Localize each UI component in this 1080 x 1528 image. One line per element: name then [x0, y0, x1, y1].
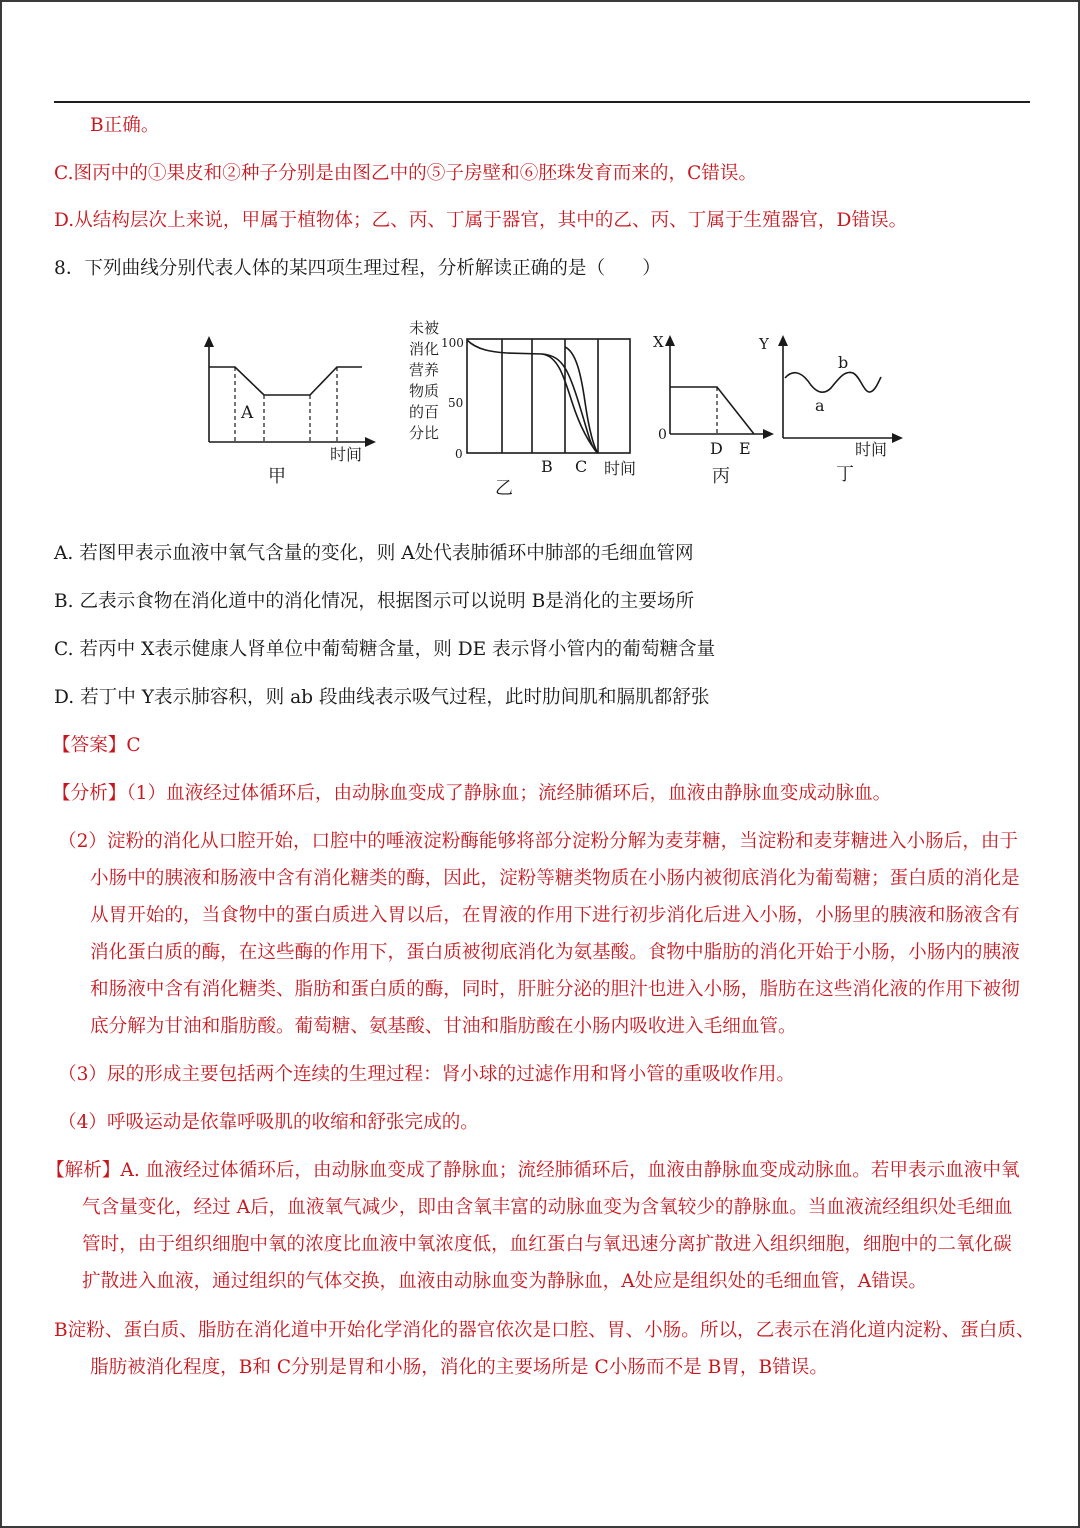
- jia-caption: 甲: [268, 466, 286, 487]
- bing-y-label: X: [653, 333, 664, 351]
- yi-y-title-line: 消化: [409, 340, 440, 358]
- explanation-a-line: [46, 1159, 1020, 1183]
- ding-y-arrow: [778, 335, 788, 346]
- jia-y-arrow: [204, 336, 214, 347]
- yi-label-b: B: [541, 457, 553, 476]
- analysis-p2-line: 底分解为甘油和脂肪酸。葡萄糖、氨基酸、甘油和脂肪酸在小肠内吸收进入毛细血管。: [90, 1016, 797, 1037]
- answer-line: [52, 734, 141, 758]
- analysis-p2-line: 消化蛋白质的酶，在这些酶的作用下，蛋白质被彻底消化为氨基酸。食物中脂肪的消化开始于小肠，小肠内的胰液: [90, 942, 1020, 963]
- explanation-a-line: 气含量变化，经过 A后，血液氧气减少，即由含氧丰富的动脉血变为含氧较少的静脉血。当血液流经组织处毛细血: [82, 1197, 1013, 1218]
- option-d: D. 若丁中 Y表示肺容积，则 ab 段曲线表示吸气过程，此时肋间肌和膈肌都舒张: [54, 687, 710, 708]
- ding-x-arrow: [892, 433, 903, 443]
- yi-y-title-line: 分比: [409, 424, 440, 442]
- ding-y-label: Y: [759, 335, 769, 353]
- analysis-p3: （3）尿的形成主要包括两个连续的生理过程：肾小球的过滤作用和肾小管的重吸收作用。: [58, 1064, 795, 1085]
- bing-label-e: E: [739, 439, 751, 458]
- analysis-p1-text: （1）血液经过体循环后，由动脉血变成了静脉血；流经肺循环后，血液由静脉血变成动脉血。: [126, 783, 892, 804]
- figure-yi: [409, 319, 636, 499]
- explanation-a-line: 管时，由于组织细胞中氧的浓度比血液中氧浓度低，血红蛋白与氧迅速分离扩散进入组织细胞，细胞中的二氧化碳: [82, 1234, 1012, 1255]
- bing-caption: 丙: [712, 466, 730, 487]
- explanation-label: 【解析】: [46, 1160, 121, 1181]
- analysis-p2-line: （2）淀粉的消化从口腔开始，口腔中的唾液淀粉酶能够将部分淀粉分解为麦芽糖，当淀粉和麦芽糖进入小肠后，由于: [58, 831, 1019, 852]
- yi-y-title-line: 的百: [409, 403, 440, 421]
- header-rule: [54, 101, 1030, 103]
- yi-y-title-line: 物质: [409, 382, 440, 400]
- analysis-p1: [52, 782, 891, 806]
- yi-tick-100: 100: [441, 336, 464, 350]
- bing-label-d: D: [710, 439, 723, 458]
- explanation-b-line: 脂肪被消化程度，B和 C分别是胃和小肠，消化的主要场所是 C小肠而不是 B胃，B错误。: [90, 1357, 828, 1378]
- option-b: B. 乙表示食物在消化道中的消化情况，根据图示可以说明 B是消化的主要场所: [54, 591, 695, 612]
- jia-x-label: 时间: [330, 445, 363, 464]
- bing-x-arrow: [763, 429, 774, 439]
- yi-tick-0: 0: [455, 447, 463, 461]
- ding-caption: 丁: [836, 464, 854, 485]
- figure-ding: [758, 335, 903, 485]
- figure-jia: [204, 336, 376, 487]
- prev-answer-b-line: B正确。: [90, 115, 160, 136]
- prev-answer-d-line: D.从结构层次上来说，甲属于植物体；乙、丙、丁属于器官，其中的乙、丙、丁属于生殖器官，D错误。: [54, 210, 908, 231]
- option-a: A. 若图甲表示血液中氧气含量的变化，则 A处代表肺循环中肺部的毛细血管网: [54, 543, 694, 564]
- explanation-a-first: A. 血液经过体循环后，由动脉血变成了静脉血；流经肺循环后，血液由静脉血变成动脉血。若甲表示血液中氧: [120, 1160, 1020, 1181]
- yi-curve-3: [565, 347, 598, 453]
- prev-answer-c-line: C.图丙中的①果皮和②种子分别是由图乙中的⑤子房壁和⑥胚珠发育而来的，C错误。: [54, 163, 758, 184]
- jia-label-a: A: [241, 403, 254, 423]
- answer-label: 【答案】: [52, 735, 127, 756]
- yi-y-title-line: 未被: [409, 319, 440, 337]
- analysis-label: 【分析】: [52, 783, 127, 804]
- question-figures: [2, 302, 1080, 507]
- yi-y-title-line: 营养: [409, 361, 440, 379]
- option-c: C. 若丙中 X表示健康人肾单位中葡萄糖含量，则 DE 表示肾小管内的葡萄糖含量: [54, 639, 716, 660]
- ding-x-label: 时间: [855, 440, 888, 459]
- answer-value: C: [126, 735, 141, 756]
- yi-label-c: C: [575, 457, 588, 476]
- explanation-b-line: B淀粉、蛋白质、脂肪在消化道中开始化学消化的器官依次是口腔、胃、小肠。所以，乙表示在消化道内淀粉、蛋白质、: [54, 1320, 1035, 1341]
- yi-x-label: 时间: [604, 459, 637, 478]
- analysis-p2-line: 从胃开始的，当食物中的蛋白质进入胃以后，在胃液的作用下进行初步消化后进入小肠，小肠里的胰液和肠液含有: [90, 905, 1020, 926]
- ding-label-b: b: [838, 353, 849, 372]
- jia-curve: [209, 367, 362, 395]
- bing-curve: [670, 387, 754, 434]
- ding-wave-curve: [785, 372, 881, 392]
- ding-label-a: a: [815, 396, 825, 415]
- explanation-a-line: 扩散进入血液，通过组织的气体交换，血液由动脉血变为静脉血，A处应是组织处的毛细血管，A错误。: [82, 1271, 927, 1292]
- yi-tick-50: 50: [448, 396, 464, 410]
- bing-y-arrow: [665, 335, 675, 346]
- jia-x-arrow: [365, 437, 376, 447]
- analysis-p4: （4）呼吸运动是依靠呼吸肌的收缩和舒张完成的。: [58, 1112, 479, 1133]
- analysis-p2-line: 小肠中的胰液和肠液中含有消化糖类的酶，因此，淀粉等糖类物质在小肠内被彻底消化为葡萄糖；蛋白质的消化是: [90, 868, 1020, 889]
- yi-caption: 乙: [495, 478, 513, 499]
- bing-origin: 0: [658, 427, 667, 443]
- yi-curve-2: [542, 354, 598, 453]
- analysis-p2-line: 和肠液中含有消化糖类、脂肪和蛋白质的酶，同时，肝脏分泌的胆汁也进入小肠，脂肪在这些消化液的作用下被彻: [90, 979, 1020, 1000]
- figure-bing: [653, 333, 774, 487]
- question-stem: 8．下列曲线分别代表人体的某四项生理过程，分析解读正确的是（ ）: [54, 258, 661, 279]
